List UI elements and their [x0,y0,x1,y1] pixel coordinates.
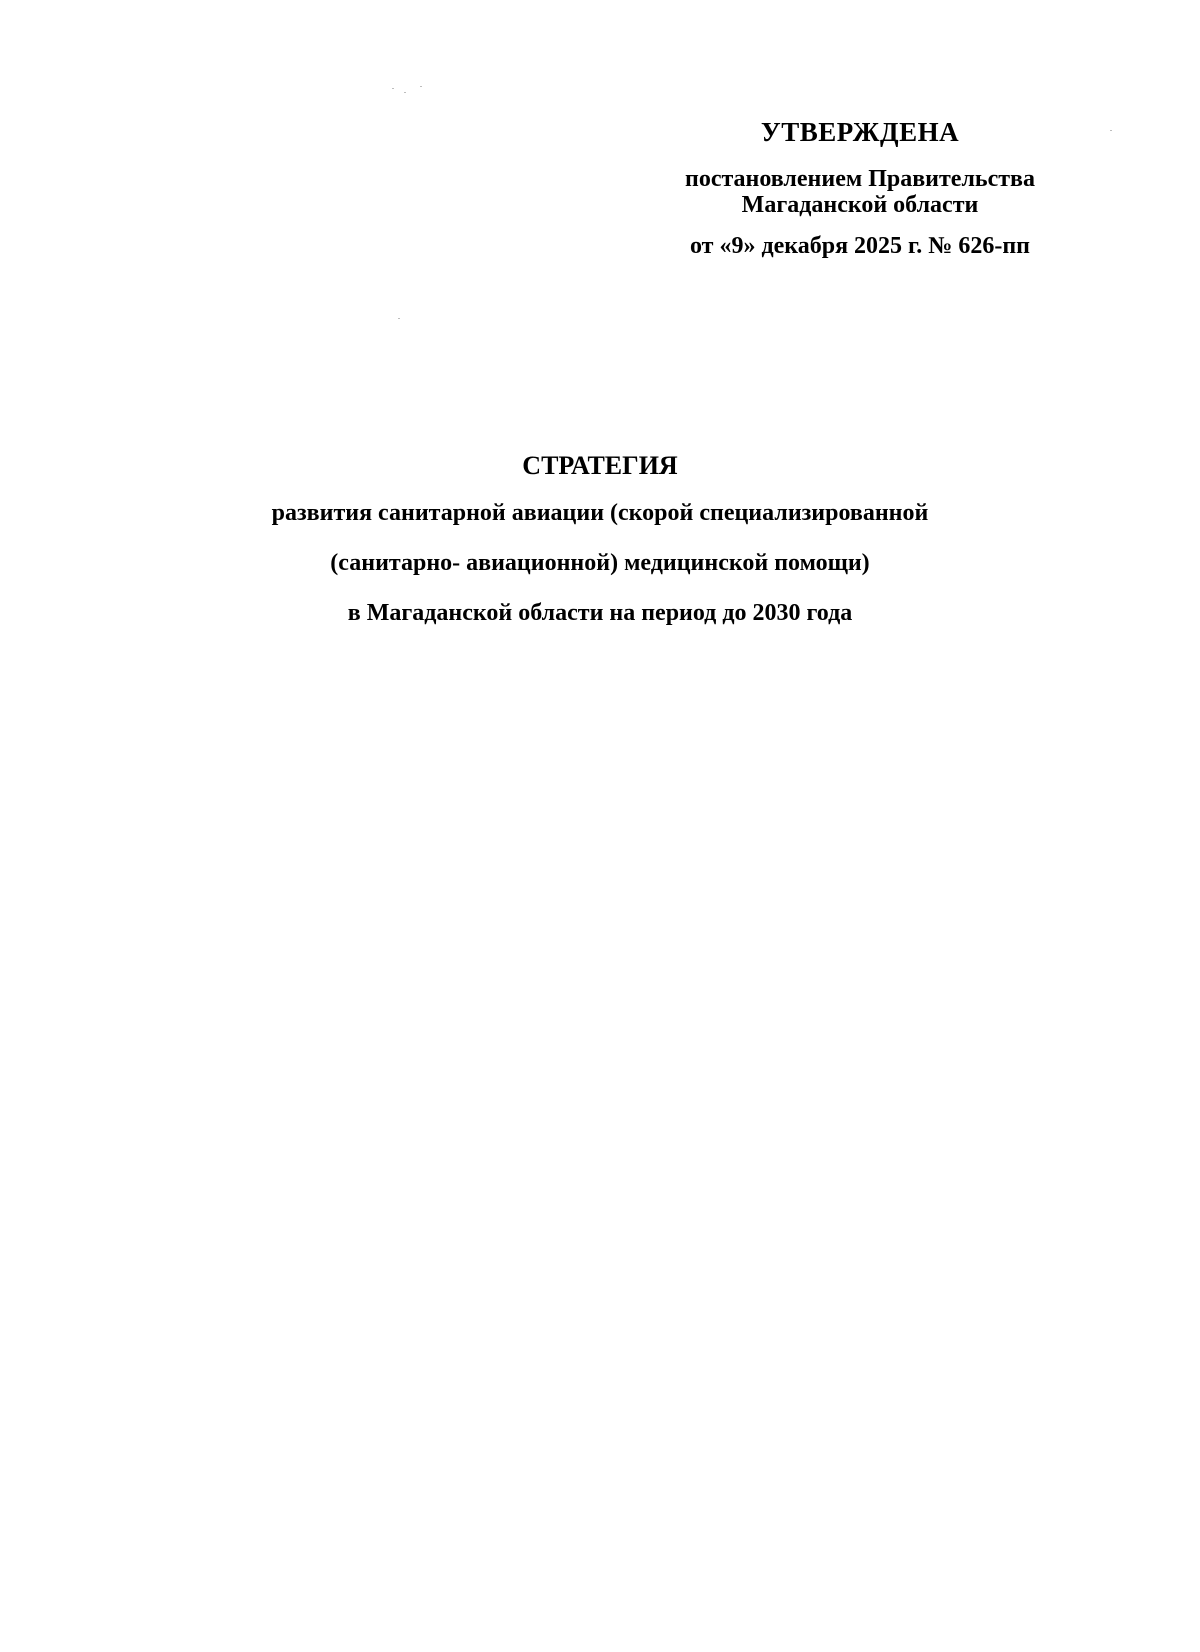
approval-line-region: Магаданской области [741,192,979,218]
document-subtitle-line-3: в Магаданской области на период до 2030 года [347,600,853,626]
approval-line-authority: постановлением Правительства [684,166,1035,192]
scan-speck [392,88,394,89]
document-subtitle-line-2: (санитарно- авиационной) медицинской помощи) [330,550,870,576]
scan-speck [404,92,406,93]
document-title-block [150,450,1050,648]
document-subtitle-line-1: развития санитарной авиации (скорой специализированной [271,500,929,526]
approval-date-line: от «9» декабря 2025 г. № 626-пп [689,233,1031,259]
document-title: СТРАТЕГИЯ [522,451,678,480]
approval-block [640,116,1080,260]
approval-heading: УТВЕРЖДЕНА [760,117,960,147]
scan-speck [398,318,400,319]
scan-speck [420,86,422,87]
scan-speck [1110,130,1112,131]
